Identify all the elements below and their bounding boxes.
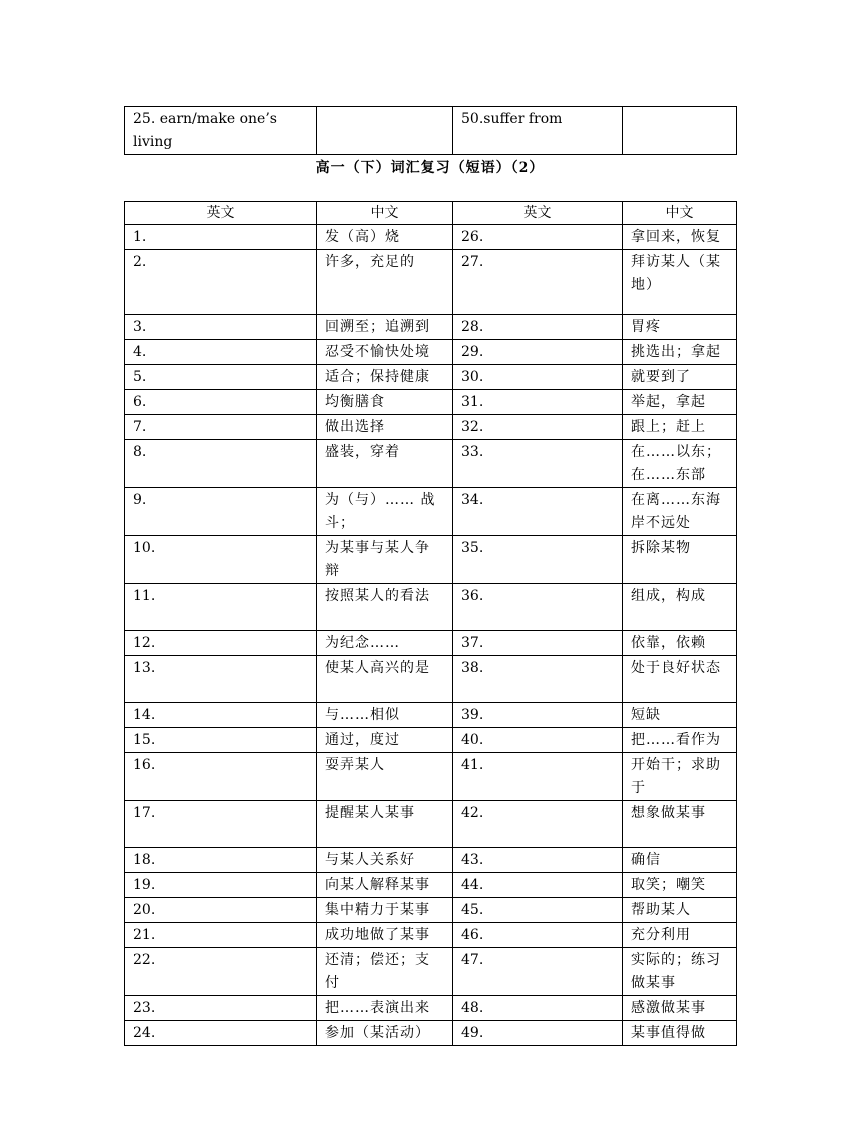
chinese-cell: 组成，构成 (623, 584, 737, 631)
chinese-cell: 就要到了 (623, 365, 737, 390)
english-cell: 7. (125, 415, 317, 440)
english-cell: 21. (125, 923, 317, 948)
chinese-cell: 挑选出；拿起 (623, 340, 737, 365)
english-cell: 10. (125, 536, 317, 584)
chinese-cell: 与某人关系好 (317, 848, 453, 873)
english-cell: 14. (125, 703, 317, 728)
header-chinese: 中文 (623, 202, 737, 225)
chinese-cell: 还清；偿还；支付 (317, 948, 453, 996)
chinese-cell: 按照某人的看法 (317, 584, 453, 631)
chinese-cell: 拿回来，恢复 (623, 225, 737, 250)
chinese-cell: 集中精力于某事 (317, 898, 453, 923)
chinese-cell (623, 107, 737, 155)
chinese-cell: 成功地做了某事 (317, 923, 453, 948)
table-row (125, 250, 737, 315)
english-cell: 32. (453, 415, 623, 440)
chinese-cell: 在……以东；在……东部 (623, 440, 737, 488)
chinese-cell: 开始干；求助于 (623, 753, 737, 801)
english-cell: 48. (453, 996, 623, 1021)
table-row (125, 801, 737, 848)
english-cell: 4. (125, 340, 317, 365)
english-cell: 13. (125, 656, 317, 703)
chinese-cell: 盛装，穿着 (317, 440, 453, 488)
english-cell: 8. (125, 440, 317, 488)
table-row (125, 584, 737, 631)
english-cell: 29. (453, 340, 623, 365)
table-row (125, 923, 737, 948)
table-row (125, 656, 737, 703)
chinese-cell: 为（与）…… 战斗； (317, 488, 453, 536)
english-cell: 23. (125, 996, 317, 1021)
english-cell: 19. (125, 873, 317, 898)
chinese-cell: 确信 (623, 848, 737, 873)
english-cell: 39. (453, 703, 623, 728)
english-cell: 30. (453, 365, 623, 390)
table-row (125, 631, 737, 656)
chinese-cell: 帮助某人 (623, 898, 737, 923)
chinese-cell: 取笑；嘲笑 (623, 873, 737, 898)
english-cell: 24. (125, 1021, 317, 1046)
chinese-cell: 通过，度过 (317, 728, 453, 753)
chinese-cell: 提醒某人某事 (317, 801, 453, 848)
table-row (125, 440, 737, 488)
english-cell: 31. (453, 390, 623, 415)
english-cell: 25. earn/make one’s living (125, 107, 317, 155)
vocab-table (124, 201, 737, 1046)
english-cell: 9. (125, 488, 317, 536)
table-row (125, 107, 737, 155)
table-row (125, 848, 737, 873)
chinese-cell: 实际的；练习做某事 (623, 948, 737, 996)
english-cell: 11. (125, 584, 317, 631)
chinese-cell: 许多，充足的 (317, 250, 453, 315)
english-cell: 26. (453, 225, 623, 250)
english-cell: 46. (453, 923, 623, 948)
header-chinese: 中文 (317, 202, 453, 225)
chinese-cell: 拆除某物 (623, 536, 737, 584)
chinese-cell: 为某事与某人争辩 (317, 536, 453, 584)
english-cell: 36. (453, 584, 623, 631)
chinese-cell: 与……相似 (317, 703, 453, 728)
chinese-cell: 适合；保持健康 (317, 365, 453, 390)
chinese-cell: 依靠，依赖 (623, 631, 737, 656)
chinese-cell: 均衡膳食 (317, 390, 453, 415)
english-cell: 33. (453, 440, 623, 488)
english-cell: 49. (453, 1021, 623, 1046)
chinese-cell: 耍弄某人 (317, 753, 453, 801)
english-cell: 40. (453, 728, 623, 753)
chinese-cell: 处于良好状态 (623, 656, 737, 703)
chinese-cell: 拜访某人（某地） (623, 250, 737, 315)
english-cell: 5. (125, 365, 317, 390)
chinese-cell: 想象做某事 (623, 801, 737, 848)
english-cell: 27. (453, 250, 623, 315)
english-cell: 43. (453, 848, 623, 873)
english-cell: 38. (453, 656, 623, 703)
table-row (125, 703, 737, 728)
english-cell: 6. (125, 390, 317, 415)
table-row (125, 415, 737, 440)
chinese-cell: 参加（某活动） (317, 1021, 453, 1046)
table-row (125, 340, 737, 365)
table-row (125, 365, 737, 390)
english-cell: 28. (453, 315, 623, 340)
table-row (125, 753, 737, 801)
english-cell: 1. (125, 225, 317, 250)
chinese-cell: 使某人高兴的是 (317, 656, 453, 703)
english-cell: 41. (453, 753, 623, 801)
chinese-cell: 回溯至；追溯到 (317, 315, 453, 340)
chinese-cell: 举起，拿起 (623, 390, 737, 415)
chinese-cell: 短缺 (623, 703, 737, 728)
table-row (125, 996, 737, 1021)
table-row (125, 488, 737, 536)
english-cell: 35. (453, 536, 623, 584)
chinese-cell: 把……表演出来 (317, 996, 453, 1021)
english-cell: 50.suffer from (453, 107, 623, 155)
english-cell: 12. (125, 631, 317, 656)
header-english: 英文 (453, 202, 623, 225)
chinese-cell: 忍受不愉快处境 (317, 340, 453, 365)
header-english: 英文 (125, 202, 317, 225)
english-cell: 2. (125, 250, 317, 315)
english-cell: 42. (453, 801, 623, 848)
chinese-cell (317, 107, 453, 155)
chinese-cell: 胃疼 (623, 315, 737, 340)
table-row (125, 390, 737, 415)
chinese-cell: 发（高）烧 (317, 225, 453, 250)
english-cell: 45. (453, 898, 623, 923)
english-cell: 37. (453, 631, 623, 656)
english-cell: 3. (125, 315, 317, 340)
table-row (125, 225, 737, 250)
table-header-row (125, 202, 737, 225)
table-row (125, 728, 737, 753)
page-title: 高一（下）词汇复习（短语）（2） (315, 160, 545, 176)
chinese-cell: 向某人解释某事 (317, 873, 453, 898)
english-cell: 20. (125, 898, 317, 923)
english-cell: 17. (125, 801, 317, 848)
english-cell: 16. (125, 753, 317, 801)
table-row (125, 315, 737, 340)
english-cell: 44. (453, 873, 623, 898)
table-row (125, 873, 737, 898)
english-cell: 34. (453, 488, 623, 536)
chinese-cell: 某事值得做 (623, 1021, 737, 1046)
continuation-table (124, 106, 737, 155)
chinese-cell: 感激做某事 (623, 996, 737, 1021)
english-cell: 47. (453, 948, 623, 996)
chinese-cell: 把……看作为 (623, 728, 737, 753)
table-row (125, 948, 737, 996)
english-cell: 15. (125, 728, 317, 753)
table-row (125, 1021, 737, 1046)
chinese-cell: 为纪念…… (317, 631, 453, 656)
chinese-cell: 充分利用 (623, 923, 737, 948)
chinese-cell: 在离……东海岸不远处 (623, 488, 737, 536)
english-cell: 22. (125, 948, 317, 996)
chinese-cell: 做出选择 (317, 415, 453, 440)
english-cell: 18. (125, 848, 317, 873)
table-row (125, 536, 737, 584)
table-row (125, 898, 737, 923)
chinese-cell: 跟上；赶上 (623, 415, 737, 440)
